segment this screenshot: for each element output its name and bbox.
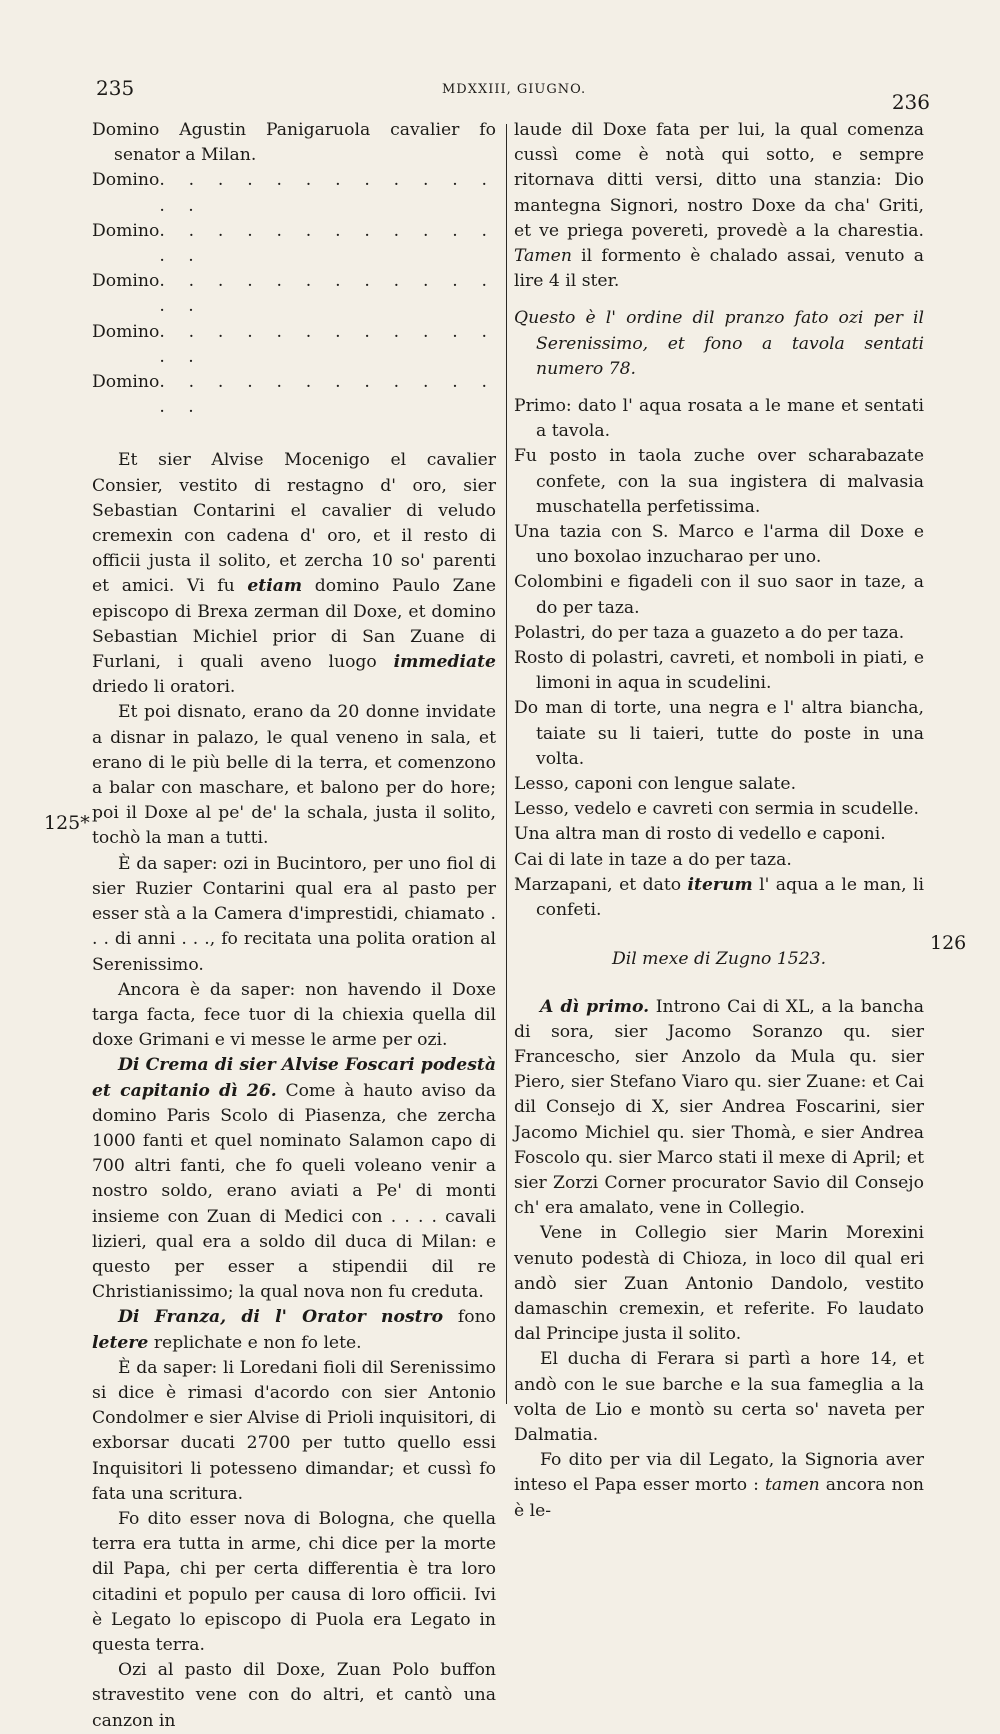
running-title: MDXXIII, GIUGNO.	[442, 82, 587, 97]
spacer	[514, 382, 924, 394]
column-divider	[506, 124, 507, 1404]
text: fono	[457, 1307, 496, 1328]
left-page-number: 235	[96, 76, 135, 100]
paragraph: È da saper: li Loredani fioli dil Serenissimo si dice è rimasi d'acordo con sier Antonio Condolmer e sier Alvise di Prioli inquisitori, di exborsar ducati 2700 per tutto quello essi Inquisitori li potesseno dimandar; et cussì fo fata una scritura.	[92, 1357, 496, 1504]
paragraph: El ducha di Ferara si partì a hore 14, et andò con le sue barche e la sua fameglia a la volta de Lio e montò su certa so' naveta per Dalmatia.	[514, 1349, 924, 1445]
paragraph	[514, 118, 924, 294]
text: domino Paulo Zane episcopo di Brexa zerman dil Doxe, et domino Sebastian Michiel prior di San Zuane di Furlani, i quali aveno luogo	[92, 576, 496, 673]
paragraph	[92, 1053, 496, 1305]
margin-number-right: 126	[930, 932, 967, 954]
menu-item: Polastri, do per taza a guazeto a do per taza.	[514, 622, 905, 643]
text: replichate e non fo lete.	[153, 1332, 362, 1353]
right-page-number: 236	[891, 90, 930, 114]
leader-dots: . . . . . . . . . . . . . .	[159, 170, 496, 216]
paragraph: Domino Agustin Panigaruola cavalier fo senator a Milan.	[92, 120, 496, 166]
margin-number-left: 125*	[44, 812, 90, 834]
dotted-entry	[92, 219, 496, 269]
paragraph: Ozi al pasto dil Doxe, Zuan Polo buffon stravestito vene con do altri, et cantò una canzon in	[92, 1660, 496, 1731]
italic-text: A dì primo.	[540, 996, 650, 1017]
menu-list	[514, 394, 924, 873]
italic-text: immediate	[393, 652, 496, 673]
text: driedo li oratori.	[92, 677, 236, 698]
text: Marzapani, et dato	[514, 874, 682, 895]
menu-item: Fu posto in taola zuche over scharabazate confete, con la sua ingistera di malvasia muschatella perfetissima.	[514, 446, 924, 517]
menu-item: Colombini e figadeli con il suo saor in taze, a do per taza.	[514, 572, 924, 618]
paragraph: Fo dito esser nova di Bologna, che quella terra era tutta in arme, chi dice per la morte dil Papa, chi per certa differentia è tra loro citadini et populo per causa di loro officii. Ivi è Legato lo episcopo di Puola era Legato in questa terra.	[92, 1508, 496, 1655]
paragraph: Vene in Collegio sier Marin Morexini venuto podestà di Chioza, in loco dil qual eri andò sier Zuan Antonio Dandolo, vestito damaschin cremexin, et referite. Fo laudato dal Principe justa il solito.	[514, 1223, 924, 1345]
italic-text: Di Franza, di l' Orator nostro	[118, 1307, 444, 1328]
text: il formento è chalado assai, venuto a lire 4 il ster.	[514, 246, 924, 292]
menu-title: Questo è l' ordine dil pranzo fato ozi per il Serenissimo, et fono a tavola sentati numero 78.	[514, 308, 924, 379]
italic-text: Di Crema di sier Alvise Foscari podestà et capitanio dì 26.	[92, 1055, 496, 1101]
menu-item: Lesso, vedelo e cavreti con sermia in scudelle.	[514, 799, 919, 820]
left-column	[92, 118, 496, 1734]
spacer	[514, 294, 924, 306]
menu-item: Una altra man di rosto di vedello e caponi.	[514, 824, 886, 845]
page-header	[96, 74, 930, 114]
italic-text: tamen	[765, 1475, 820, 1496]
spacer	[92, 420, 496, 448]
dotted-entry	[92, 320, 496, 370]
menu-item: Primo: dato l' aqua rosata a le mane et sentati a tavola.	[514, 396, 924, 442]
dotted-entry	[92, 269, 496, 319]
italic-text: Tamen	[514, 246, 572, 267]
entry-label: Domino	[92, 170, 160, 191]
text: Fo dito per via dil Legato, la Signoria aver inteso el Papa esser morto :	[514, 1450, 924, 1496]
text: Introno Cai di XL, a la bancha di sora, sier Jacomo Soranzo qu. sier Francescho, sier Anzolo da Mula qu. sier Piero, sier Stefano Viaro qu. sier Zuane: et Cai dil Consejo di X, sier Andrea Foscarini, sier Jacomo Michiel qu. sier Thomà, e sier Andrea Foscolo qu. sier Marco stati il mexe di April; et sier Zorzi Corner procurator Savio dil Consejo ch' era amalato, vene in Collegio.	[514, 996, 924, 1219]
text: l' aqua a le man, li confeti.	[536, 874, 925, 921]
menu-item	[514, 873, 924, 923]
entry-label: Domino	[92, 220, 160, 241]
menu-item: Do man di torte, una negra e l' altra biancha, taiate su li taieri, tutte do poste in una volta.	[514, 698, 924, 769]
paragraph: Et poi disnato, erano da 20 donne invidate a disnar in palazo, le qual veneno in sala, et erano di le più belle di la terra, et comenzono a balar con maschare, et balono per do hore; poi il Doxe al pe' de' la schala, justa il solito, tochò la man a tutti.	[92, 702, 496, 849]
text: ancora non è le-	[514, 1475, 924, 1521]
menu-item: Cai di late in taze a do per taza.	[514, 849, 792, 870]
paragraph: Ancora è da saper: non havendo il Doxe targa facta, fece tuor di la chiexia quella dil doxe Grimani e vi messe le arme per ozi.	[92, 979, 496, 1051]
entry-label: Domino	[92, 271, 160, 292]
paragraph	[92, 1305, 496, 1355]
text: Et sier Alvise Mocenigo el cavalier Consier, vestito di restagno d' oro, sier Sebastian Contarini el cavalier di veludo cremexin con cadena d' oro, et il resto di officii justa il solito, et zercha 10 so' parenti et amici. Vi fu	[92, 450, 496, 597]
leader-dots: . . . . . . . . . . . . . .	[159, 271, 496, 317]
paragraph	[514, 1448, 924, 1524]
dotted-entry	[92, 370, 496, 420]
text: Come à hauto aviso da domino Paris Scolo di Piasenza, che zercha 1000 fanti et quel nominato Salamon capo di 700 altri fanti, che fo queli voleano venir a nostro soldo, erano aviati a Pe' di monti insieme con Zuan di Medici con . . . . cavali lizieri, qual era a soldo dil duca di Milan: e questo per esser a stipendii dil re Christianissimo; la qual nova non fu creduta.	[92, 1080, 496, 1303]
entry-label: Domino	[92, 372, 160, 393]
italic-text: iterum	[687, 874, 753, 895]
menu-item: Una tazia con S. Marco e l'arma dil Doxe e uno boxolao inzucharao per uno.	[514, 522, 924, 568]
paragraph: È da saper: ozi in Bucintoro, per uno fiol di sier Ruzier Contarini qual era al pasto per esser stà a la Camera d'imprestidi, chiamato . . . di anni . . ., fo recitata una polita oration al Serenissimo.	[92, 853, 496, 975]
leader-dots: . . . . . . . . . . . . . .	[159, 321, 496, 367]
section-heading: Dil mexe di Zugno 1523.	[611, 949, 827, 970]
right-column	[514, 118, 924, 1524]
menu-item: Rosto di polastri, cavreti, et nomboli in piati, e limoni in aqua in scudelini.	[514, 648, 924, 694]
italic-text: letere	[92, 1332, 149, 1353]
entry-label: Domino	[92, 321, 160, 342]
leader-dots: . . . . . . . . . . . . . .	[159, 372, 496, 418]
leader-dots: . . . . . . . . . . . . . .	[159, 220, 496, 267]
paragraph	[92, 448, 496, 700]
paragraph	[514, 995, 924, 1222]
dotted-entry	[92, 168, 496, 218]
menu-item: Lesso, caponi con lengue salate.	[514, 774, 797, 795]
italic-text: etiam	[247, 576, 303, 597]
text: laude dil Doxe fata per lui, la qual comenza cussì come è notà qui sotto, e sempre ritornava ditti versi, ditto una stanzia: Dio mantegna Signori, nostro Doxe da cha' Griti, et ve priega povereti, provedè a la charestia.	[514, 120, 924, 241]
